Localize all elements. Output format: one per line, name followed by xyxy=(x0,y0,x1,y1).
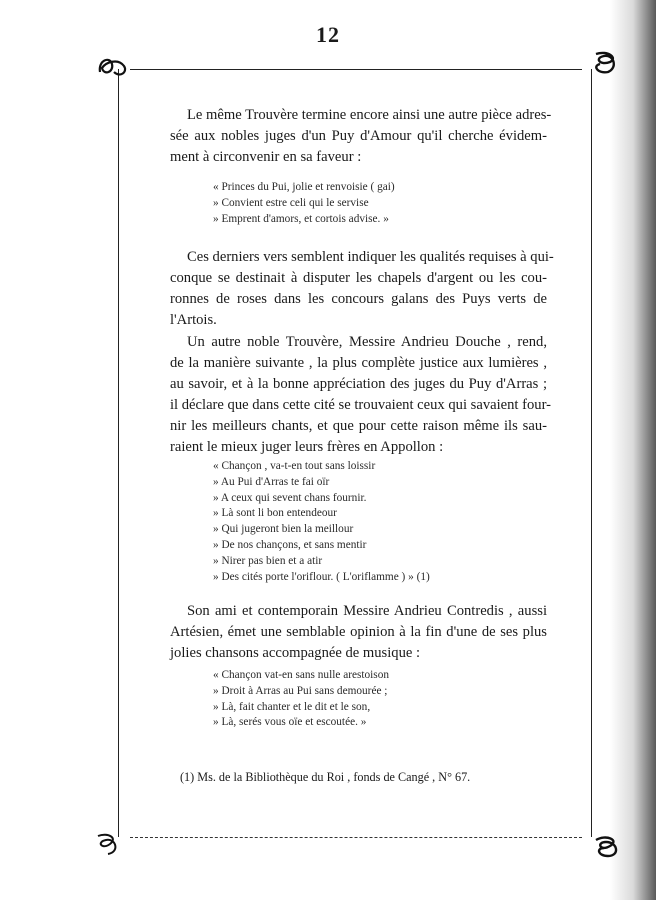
paragraph-line: sée aux nobles juges d'un Puy d'Amour qu'il cherche évidem- xyxy=(170,128,547,144)
verse-line: « Chançon , va-t-en tout sans loissir xyxy=(213,460,376,472)
verse-line: » Convient estre celi qui le servise xyxy=(213,196,369,209)
verse-line: » Droit à Arras au Pui sans demourée ; xyxy=(213,684,388,697)
paragraph-1 xyxy=(170,105,552,168)
paragraph-line: au savoir, et à la bonne appréciation des juges du Puy d'Arras ; xyxy=(170,376,547,392)
verse-line: » Des cités porte l'oriflour. ( L'oriflamme ) » (1) xyxy=(213,570,430,583)
bottom-rule xyxy=(130,837,582,838)
verse-line: « Princes du Pui, jolie et renvoisie ( gai) xyxy=(213,181,395,193)
paragraph-line: Ces derniers vers semblent indiquer les qualités requises à qui- xyxy=(187,249,554,265)
verse-line: » Là, serés vous oïe et escoutée. » xyxy=(213,716,367,729)
flourish-ornament-icon xyxy=(92,830,126,858)
page-edge-shadow xyxy=(610,0,656,900)
verse-line: « Chançon vat-en sans nulle arestoison xyxy=(213,669,390,681)
verse-line: » Nirer pas bien et a atir xyxy=(213,554,323,567)
verse-block-3 xyxy=(213,668,389,731)
verse-line: » Au Pui d'Arras te fai oïr xyxy=(213,475,330,488)
paragraph-line: conque se destinait à disputer les chapels d'argent ou les cou- xyxy=(170,270,547,286)
paragraph-line: Son ami et contemporain Messire Andrieu Contredis , aussi xyxy=(187,603,547,619)
paragraph-line: Artésien, émet une semblable opinion à la fin d'une de ses plus xyxy=(170,624,547,640)
paragraph-line: l'Artois. xyxy=(170,312,217,328)
page-number: 12 xyxy=(316,22,340,47)
verse-line: » Emprent d'amors, et cortois advise. » xyxy=(213,212,389,225)
paragraph-line: Un autre noble Trouvère, Messire Andrieu Douche , rend, xyxy=(187,334,547,350)
verse-line: » De nos chançons, et sans mentir xyxy=(213,538,367,551)
paragraph-line: nir les meilleurs chants, et que pour cette raison même ils sau- xyxy=(170,418,547,434)
verse-block-2 xyxy=(213,459,430,585)
footnote: (1) Ms. de la Bibliothèque du Roi , fonds de Cangé , N° 67. xyxy=(180,770,471,784)
paragraph-2 xyxy=(170,247,554,331)
verse-line: » A ceux qui sevent chans fournir. xyxy=(213,491,367,504)
top-rule xyxy=(130,69,582,70)
paragraph-line: ronnes de roses dans les concours galans des Puys verts de xyxy=(170,291,547,307)
verse-block-1 xyxy=(213,180,395,227)
flourish-ornament-icon xyxy=(588,48,622,76)
paragraph-line: Le même Trouvère termine encore ainsi une autre pièce adres- xyxy=(187,107,552,123)
flourish-ornament-icon xyxy=(590,832,624,860)
verse-line: » Là sont li bon entendeour xyxy=(213,507,337,520)
verse-line: » Là, fait chanter et le dit et le son, xyxy=(213,700,371,713)
paragraph-4 xyxy=(170,601,547,664)
paragraph-line: de la manière suivante , la plus complète justice aux lumières , xyxy=(170,355,547,371)
paragraph-line: il déclare que dans cette cité se trouvaient ceux qui savaient four- xyxy=(170,397,552,413)
paragraph-3 xyxy=(170,332,552,458)
flourish-ornament-icon xyxy=(96,52,130,80)
paragraph-line: raient le mieux juger leurs frères en Appollon : xyxy=(170,439,444,455)
paragraph-line: jolies chansons accompagnée de musique : xyxy=(170,645,421,661)
verse-line: » Qui jugeront bien la meillour xyxy=(213,523,354,536)
paragraph-line: ment à circonvenir en sa faveur : xyxy=(170,149,362,165)
